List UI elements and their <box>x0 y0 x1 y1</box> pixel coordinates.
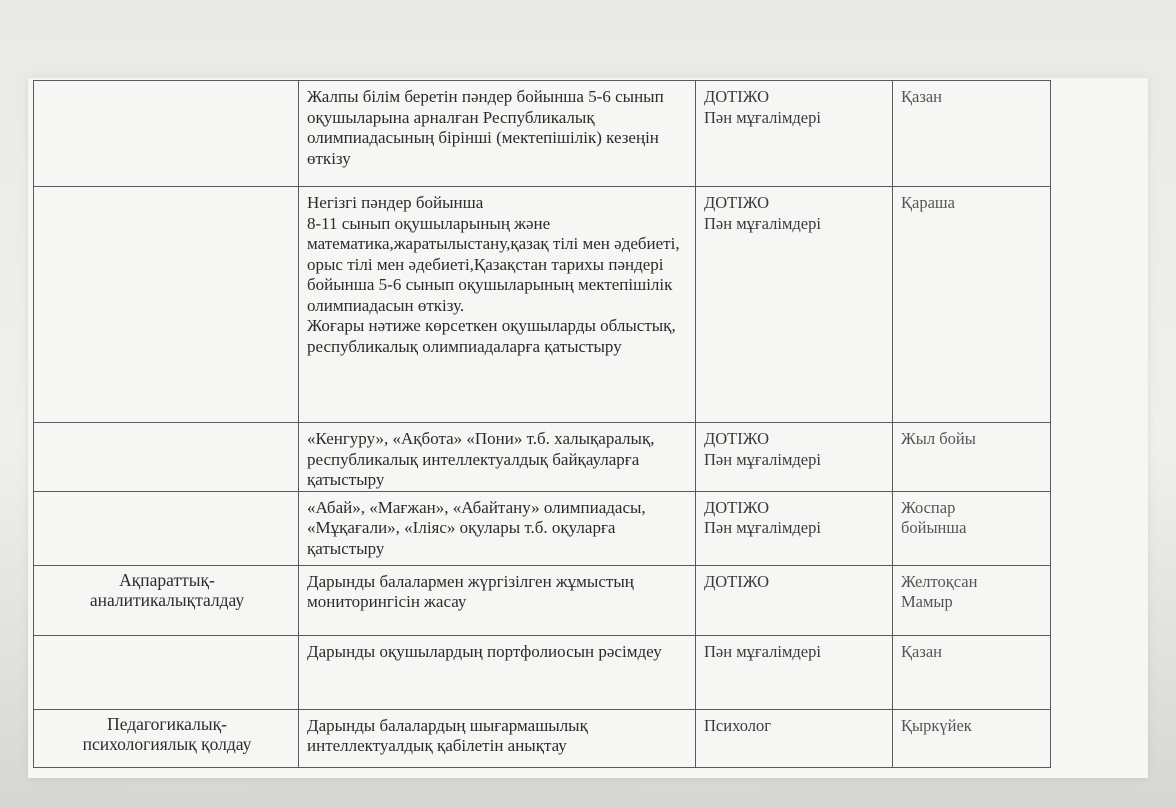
activity-cell: Дарынды оқушылардың портфолиосын рәсімдеу <box>299 635 696 709</box>
table-row <box>34 635 1051 709</box>
activity-cell: Дарынды балалардың шығармашылық интеллектуалдық қабілетін анықтау <box>299 709 696 767</box>
category-cell <box>34 491 299 565</box>
activity-cell: Дарынды балалармен жүргізілген жұмыстың мониторингісін жасау <box>299 565 696 635</box>
responsible-cell: ДОТІЖО Пән мұғалімдері <box>696 491 893 565</box>
category-cell <box>34 635 299 709</box>
date-cell: Жоспар бойынша <box>893 491 1051 565</box>
responsible-cell: Пән мұғалімдері <box>696 635 893 709</box>
table-row <box>34 187 1051 423</box>
activity-cell: Негізгі пәндер бойынша 8-11 сынып оқушыларының және математика,жаратылыстану,қазақ тілі мен әдебиеті, орыс тілі мен әдебиеті,Қазақстан тарихы пәндері бойынша 5-6 сынып оқушыларының мектепішілік олимпиадасын өткізу. Жоғары нәтиже көрсеткен оқушыларды облыстық, республикалық олимпиадаларға қатыстыру <box>299 187 696 423</box>
date-cell: Қазан <box>893 81 1051 187</box>
responsible-cell: ДОТІЖО Пән мұғалімдері <box>696 187 893 423</box>
activity-cell: «Абай», «Мағжан», «Абайтану» олимпиадасы, «Мұқағали», «Іліяс» оқулары т.б. оқуларға қатыстыру <box>299 491 696 565</box>
table-row <box>34 423 1051 492</box>
responsible-cell: ДОТІЖО Пән мұғалімдері <box>696 423 893 492</box>
date-cell: Қараша <box>893 187 1051 423</box>
activity-cell: «Кенгуру», «Ақбота» «Пони» т.б. халықаралық, республикалық интеллектуалдық байқауларға қатыстыру <box>299 423 696 492</box>
date-cell: Жыл бойы <box>893 423 1051 492</box>
category-cell <box>34 423 299 492</box>
date-cell: Желтоқсан Мамыр <box>893 565 1051 635</box>
category-cell: Ақпараттық- аналитикалықталдау <box>34 565 299 635</box>
responsible-cell: ДОТІЖО <box>696 565 893 635</box>
date-cell: Қазан <box>893 635 1051 709</box>
activity-cell: Жалпы білім беретін пәндер бойынша 5-6 сынып оқушыларына арналған Республикалық олимпиадасының бірінші (мектепішілік) кезеңін өткізу <box>299 81 696 187</box>
plan-table <box>33 80 1051 768</box>
date-cell: Қыркүйек <box>893 709 1051 767</box>
table-row <box>34 709 1051 767</box>
responsible-cell: Психолог <box>696 709 893 767</box>
category-cell <box>34 187 299 423</box>
table-row <box>34 565 1051 635</box>
category-cell <box>34 81 299 187</box>
table-row <box>34 491 1051 565</box>
category-cell: Педагогикалық- психологиялық қолдау <box>34 709 299 767</box>
table-row <box>34 81 1051 187</box>
responsible-cell: ДОТІЖО Пән мұғалімдері <box>696 81 893 187</box>
